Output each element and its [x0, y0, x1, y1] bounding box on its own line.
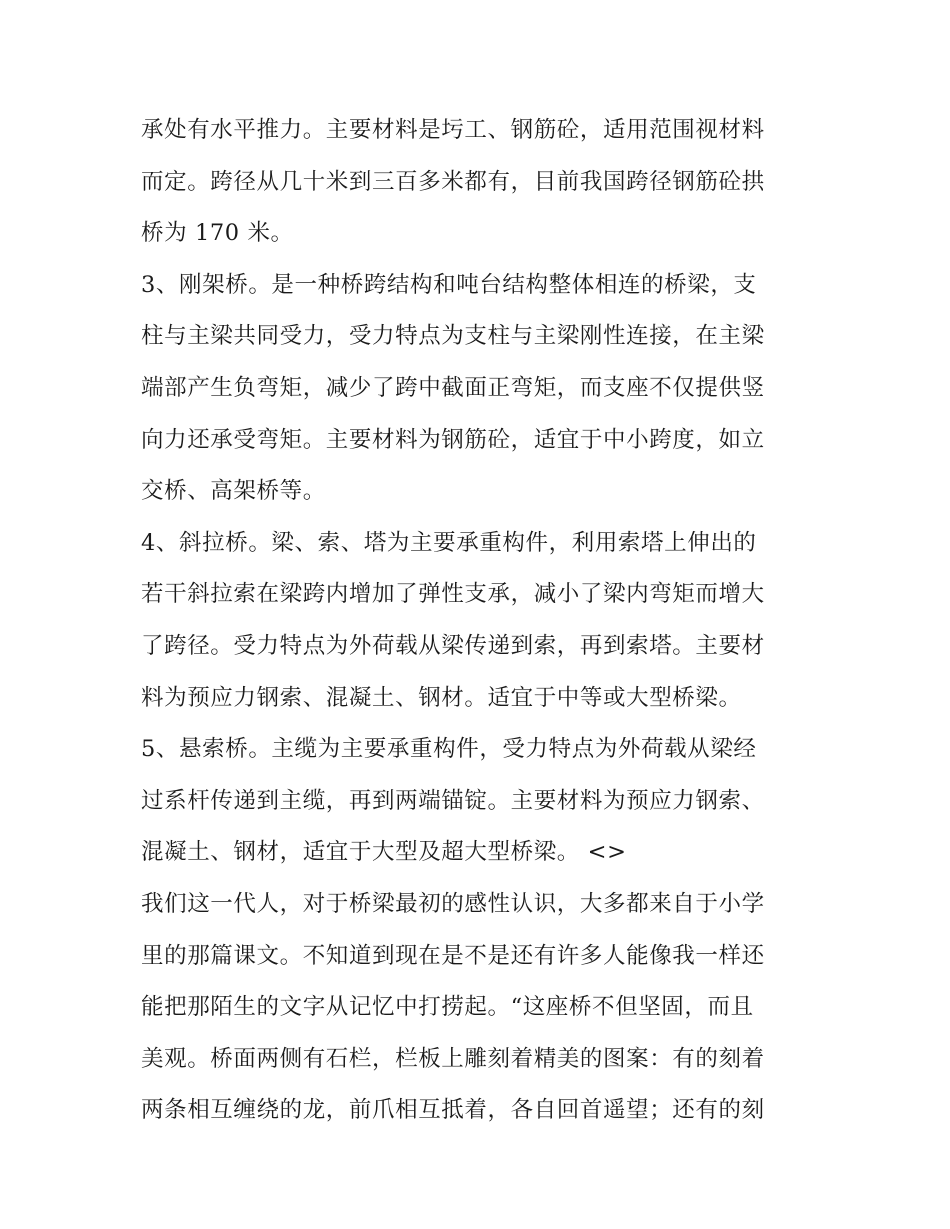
text-line: 能把那陌生的文字从记忆中打捞起。“这座桥不但坚固，而且	[141, 994, 754, 1021]
body-text	[141, 110, 821, 1142]
text-line: 3、刚架桥。是一种桥跨结构和吨台结构整体相连的桥梁，支	[141, 271, 757, 298]
text-line: 美观。桥面两侧有石栏，栏板上雕刻着精美的图案：有的刻着	[141, 1045, 765, 1072]
text-line: 4、斜拉桥。梁、索、塔为主要承重构件，利用索塔上伸出的	[141, 529, 757, 556]
text-line: 里的那篇课文。不知道到现在是不是还有许多人能像我一样还	[141, 942, 765, 969]
text-line: 若干斜拉索在梁跨内增加了弹性支承，减小了梁内弯矩而增大	[141, 581, 765, 608]
text-line: 混凝土、钢材，适宜于大型及超大型桥梁。 <>	[141, 839, 627, 866]
text-line: 我们这一代人，对于桥梁最初的感性认识，大多都来自于小学	[141, 890, 765, 917]
text-line: 端部产生负弯矩，减少了跨中截面正弯矩，而支座不仅提供竖	[141, 374, 765, 401]
text-line: 而定。跨径从几十米到三百多米都有，目前我国跨径钢筋砼拱	[141, 168, 765, 195]
text-line: 向力还承受弯矩。主要材料为钢筋砼，适宜于中小跨度，如立	[141, 426, 765, 453]
text-line: 5、悬索桥。主缆为主要承重构件，受力特点为外荷载从梁经	[141, 736, 757, 763]
text-line: 柱与主梁共同受力，受力特点为支柱与主梁刚性连接，在主梁	[141, 323, 765, 350]
text-line: 两条相互缠绕的龙，前爪相互抵着，各自回首遥望；还有的刻	[141, 1097, 765, 1124]
text-line: 过系杆传递到主缆，再到两端锚锭。主要材料为预应力钢索、	[141, 787, 765, 814]
text-line: 料为预应力钢索、混凝土、钢材。适宜于中等或大型桥梁。	[141, 684, 742, 711]
text-line: 承处有水平推力。主要材料是圬工、钢筋砼，适用范围视材料	[141, 117, 765, 143]
text-line: 交桥、高架桥等。	[141, 478, 326, 505]
text-line: 了跨径。受力特点为外荷载从梁传递到索，再到索塔。主要材	[141, 632, 765, 659]
text-line: 桥为 170 米。	[141, 220, 294, 247]
